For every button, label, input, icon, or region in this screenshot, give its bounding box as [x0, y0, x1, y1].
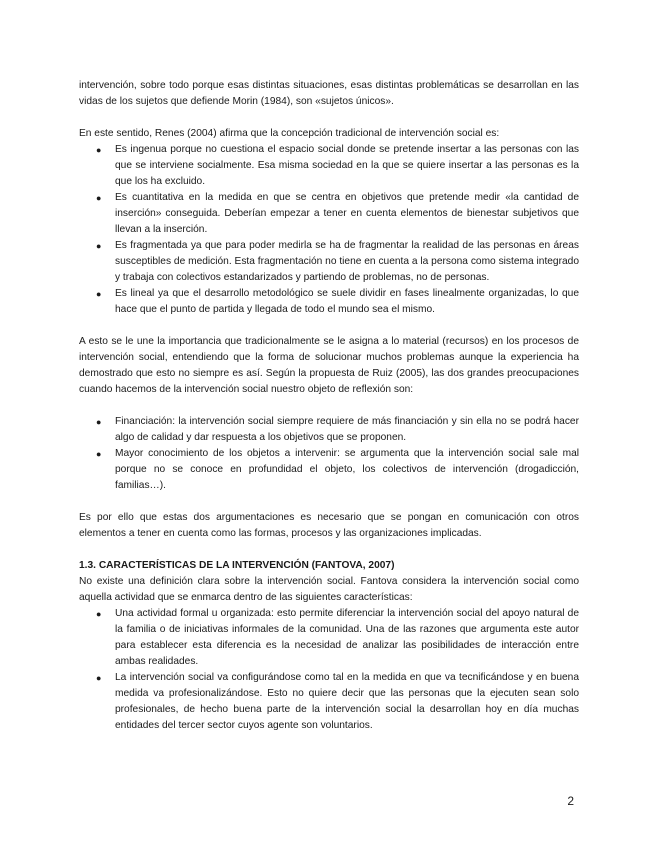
- bullet-icon: ●: [96, 145, 102, 155]
- bullet-icon: ●: [96, 417, 102, 427]
- paragraph-conclusion: Es por ello que estas dos argumentaciones es necesario que se pongan en comunicación con otros elementos a tener en cuenta como las formas, procesos y las organizaciones implicadas.: [79, 512, 579, 539]
- list-item: ● Es fragmentada ya que para poder medirla se ha de fragmentar la realidad de las personas en áreas susceptibles de medición. Esta fragmentación no tiene en cuenta a la persona como sistema integrado y trabaja con colectivos estandarizados y partiendo de problemas, no de personas.: [96, 240, 579, 283]
- list-item: ● Financiación: la intervención social siempre requiere de más financiación y sin ella no se podrá hacer algo de calidad y dar respuesta a los objetivos que se proponen.: [96, 416, 579, 443]
- page-number: 2: [567, 794, 574, 808]
- paragraph-material: A esto se le une la importancia que tradicionalmente se le asigna a lo material (recursos) en los procesos de intervención social, entendiendo que la forma de solucionar muchos problemas aunque la experiencia ha demostrado que esto no siempre es así. Según la propuesta de Ruiz (2005), las dos grandes preocupaciones cuando hacemos de la intervención social nuestro objeto de reflexión son:: [79, 336, 579, 395]
- renes-list: [79, 142, 579, 318]
- bullet-icon: ●: [96, 673, 102, 683]
- bullet-icon: ●: [96, 241, 102, 251]
- section-heading: 1.3. CARACTERÍSTICAS DE LA INTERVENCIÓN (FANTOVA, 2007): [79, 560, 395, 571]
- list-item: ● Una actividad formal u organizada: esto permite diferenciar la intervención social del apoyo natural de la familia o de iniciativas informales de la comunidad. Una de las razones que argumenta este autor para establecer esta diferencia es la necesidad de analizar las posibilidades de interacción entre ambas realidades.: [96, 608, 579, 667]
- fantova-list: [79, 606, 579, 734]
- document-body: [79, 78, 579, 734]
- paragraph-fantova-intro: No existe una definición clara sobre la intervención social. Fantova considera la intervención social como aquella actividad que se enmarca dentro de las siguientes características:: [79, 576, 579, 603]
- list-item: ● Es lineal ya que el desarrollo metodológico se suele dividir en fases linealmente organizadas, lo que hace que el punto de partida y llegada de todo el mundo sea el mismo.: [96, 288, 579, 315]
- bullet-icon: ●: [96, 609, 102, 619]
- bullet-icon: ●: [96, 193, 102, 203]
- paragraph-intro: intervención, sobre todo porque esas distintas situaciones, esas distintas problemáticas se desarrollan en las vidas de los sujetos que defiende Morin (1984), son «sujetos únicos».: [79, 80, 579, 107]
- list-item: ● Es ingenua porque no cuestiona el espacio social donde se pretende insertar a las personas con las que se interviene socialmente. Esa misma sociedad en la que se quiere insertar a las personas es la que los ha excluido.: [96, 144, 579, 187]
- list-item: ● Es cuantitativa en la medida en que se centra en objetivos que pretende medir «la cantidad de inserción» conseguida. Deberían empezar a tener en cuenta elementos de bienestar subjetivos que llevan a la inserción.: [96, 192, 579, 235]
- bullet-icon: ●: [96, 449, 102, 459]
- list-item: ● La intervención social va configurándose como tal en la medida en que va tecnificándose y en buena medida va profesionalizándose. Esto no quiere decir que las personas que la ejecuten sean solo profesionales, de hecho buena parte de la intervención social la desarrollan hoy en día muchas entidades del tercer sector cuyos agente son voluntarios.: [96, 672, 579, 731]
- bullet-icon: ●: [96, 289, 102, 299]
- paragraph-renes-intro: En este sentido, Renes (2004) afirma que la concepción tradicional de intervención social es:: [79, 128, 500, 139]
- ruiz-list: [79, 414, 579, 494]
- list-item: ● Mayor conocimiento de los objetos a intervenir: se argumenta que la intervención social sale mal porque no se conoce en profundidad el objeto, los colectivos de intervención (drogadicción, familias…).: [96, 448, 579, 491]
